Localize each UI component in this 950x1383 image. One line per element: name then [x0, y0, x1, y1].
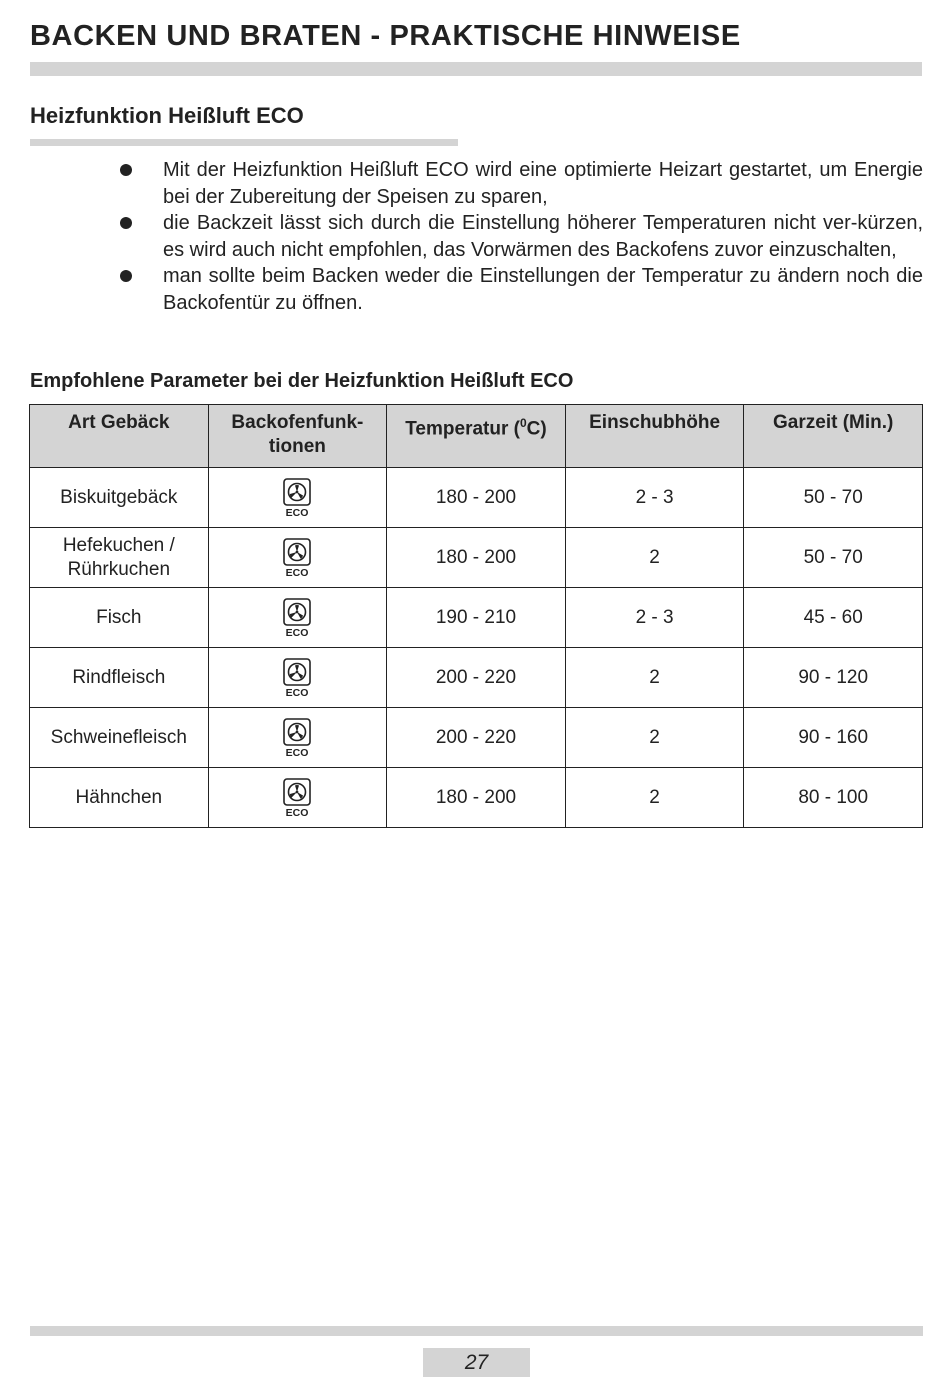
eco-label: ECO — [286, 806, 309, 818]
header-garzeit: Garzeit (Min.) — [744, 405, 923, 468]
fan-eco-icon — [282, 718, 312, 758]
cell-einschubhoehe: 2 — [565, 528, 744, 588]
list-item-text: die Backzeit lässt sich durch die Einstellung höherer Temperaturen nicht ver-kürzen, es wird auch nicht empfohlen, das Vorwärmen des Backofens zuvor einzuschalten, — [163, 212, 923, 261]
art-line1: Hefekuchen / — [62, 534, 175, 556]
cell-art — [30, 708, 209, 768]
cell-art — [30, 588, 209, 648]
bullet-icon — [120, 217, 132, 229]
table-row — [30, 648, 923, 708]
bullet-icon — [120, 164, 132, 176]
cell-temperatur: 190 - 210 — [387, 588, 566, 648]
cell-art — [30, 528, 209, 588]
table-row — [30, 708, 923, 768]
parameter-table — [29, 404, 923, 828]
cell-temperatur: 180 - 200 — [387, 468, 566, 528]
table-row — [30, 528, 923, 588]
table-header-row — [30, 405, 923, 468]
table-body — [30, 468, 923, 828]
header-temp-suffix: C) — [526, 418, 547, 440]
eco-label: ECO — [286, 626, 309, 638]
cell-temperatur: 180 - 200 — [387, 528, 566, 588]
list-item-text: Mit der Heizfunktion Heißluft ECO wird eine optimierte Heizart gestartet, um Energie bei der Zubereitung der Speisen zu sparen, — [163, 159, 923, 208]
cell-art — [30, 648, 209, 708]
art-line1: Biskuitgebäck — [60, 486, 178, 508]
art-line1: Fisch — [96, 606, 142, 628]
cell-einschubhoehe: 2 — [565, 708, 744, 768]
header-funktionen-line2: tionen — [268, 436, 326, 457]
table-row — [30, 468, 923, 528]
section-heading: Heizfunktion Heißluft ECO — [30, 103, 304, 128]
hints-list — [120, 157, 923, 316]
cell-art — [30, 468, 209, 528]
fan-eco-icon — [282, 778, 312, 818]
page-number: 27 — [423, 1348, 530, 1377]
fan-eco-icon — [282, 598, 312, 638]
cell-einschubhoehe: 2 — [565, 768, 744, 828]
cell-einschubhoehe: 2 - 3 — [565, 468, 744, 528]
table-row — [30, 588, 923, 648]
list-item — [120, 157, 923, 210]
cell-garzeit: 90 - 160 — [744, 708, 923, 768]
art-line2: Rührkuchen — [67, 558, 171, 580]
cell-funktion — [208, 648, 387, 708]
cell-funktion — [208, 588, 387, 648]
art-line1: Schweinefleisch — [50, 726, 187, 748]
footer-divider-bar — [30, 1326, 923, 1336]
cell-temperatur: 200 - 220 — [387, 708, 566, 768]
cell-einschubhoehe: 2 — [565, 648, 744, 708]
title-divider-bar — [30, 62, 922, 76]
table-row — [30, 768, 923, 828]
cell-garzeit: 50 - 70 — [744, 468, 923, 528]
fan-eco-icon — [282, 658, 312, 698]
cell-art — [30, 768, 209, 828]
cell-funktion — [208, 528, 387, 588]
art-line1: Rindfleisch — [72, 666, 166, 688]
list-item — [120, 263, 923, 316]
fan-eco-icon — [282, 538, 312, 578]
eco-label: ECO — [286, 506, 309, 518]
fan-eco-icon — [282, 478, 312, 518]
eco-label: ECO — [286, 746, 309, 758]
cell-funktion — [208, 708, 387, 768]
cell-temperatur: 180 - 200 — [387, 768, 566, 828]
cell-temperatur: 200 - 220 — [387, 648, 566, 708]
cell-garzeit: 50 - 70 — [744, 528, 923, 588]
cell-garzeit: 45 - 60 — [744, 588, 923, 648]
header-einschubhoehe: Einschubhöhe — [565, 405, 744, 468]
cell-funktion — [208, 768, 387, 828]
table-caption: Empfohlene Parameter bei der Heizfunktion Heißluft ECO — [30, 370, 574, 392]
list-item — [120, 210, 923, 263]
list-item-text: man sollte beim Backen weder die Einstellungen der Temperatur zu ändern noch die Backofentür zu öffnen. — [163, 265, 923, 314]
header-art-gebaeck: Art Gebäck — [30, 405, 209, 468]
bullet-icon — [120, 270, 132, 282]
art-line1: Hähnchen — [75, 786, 163, 808]
eco-label: ECO — [286, 686, 309, 698]
cell-garzeit: 80 - 100 — [744, 768, 923, 828]
cell-funktion — [208, 468, 387, 528]
eco-label: ECO — [286, 566, 309, 578]
header-temp-sup: 0 — [519, 416, 527, 430]
page-title: BACKEN UND BRATEN - PRAKTISCHE HINWEISE — [30, 20, 741, 52]
cell-garzeit: 90 - 120 — [744, 648, 923, 708]
header-backofenfunktionen — [208, 405, 387, 468]
header-temperatur — [387, 405, 566, 468]
header-temp-prefix: Temperatur ( — [405, 418, 520, 440]
cell-einschubhoehe: 2 - 3 — [565, 588, 744, 648]
header-funktionen-line1: Backofenfunk- — [231, 412, 364, 433]
section-divider-bar — [30, 139, 458, 146]
